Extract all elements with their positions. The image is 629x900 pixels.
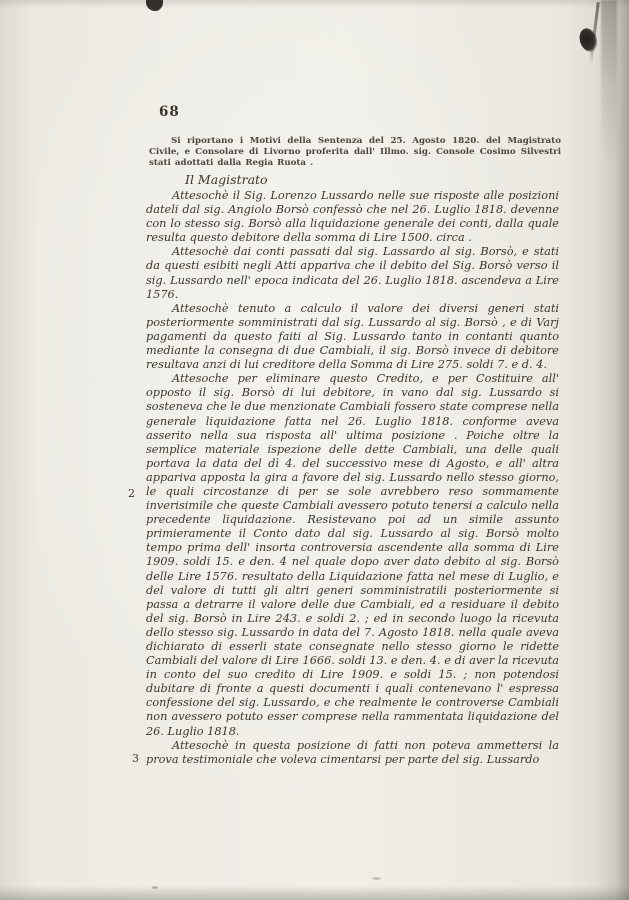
scan-edge-bottom <box>0 886 629 900</box>
margin-mark-3: 3 <box>132 752 139 765</box>
page-number: 68 <box>159 104 180 120</box>
scan-speck-bottom-left <box>152 886 158 889</box>
scan-speck-bottom-center <box>372 877 381 880</box>
ink-blob-right <box>577 26 601 54</box>
body-text <box>146 189 559 767</box>
paragraph: Attesoche per eliminare questo Credito, e per Costituire all' opposto il sig. Borsò di lui debitore, in vano dal sig. Lussardo si sosteneva che le due menzionate Cambiali fossero state comprese nella generale liquidazione fatta nel 26. Luglio 1818. conforme aveva asserito nella sua risposta all' ultima posizione . Poiche oltre la semplice materiale ispezione delle dette Cambiali, una delle quali portava la data del dì 4. del successivo mese di Agosto, e all' altra appariva apposta la gira a favore del sig. Lussardo nello stesso giorno, le quali circostanze di per se sole avrebbero reso sommamente inverisimile che queste Cambiali avessero potuto tenersi a calculo nella precedente liquidazione. Resistevano poi ad un simile assunto primieramente il Conto dato dal sig. Lussardo al sig. Borsò molto tempo prima dell' insorta controversia ascendente alla somma di Lire 1909. soldi 15. e den. 4 nel quale dopo aver dato debito al sig. Borsò delle Lire 1576. resultato della Liquidazione fatta nel mese di Luglio, e del valore di tutti gli altri generi somministratili posteriormente si passa a detrarre il valore delle due Cambiali, ed a residuare il debito del sig. Borsò in Lire 243. e soldi 2. ; ed in secondo luogo la ricevuta dello stesso sig. Lussardo in data del 7. Agosto 1818. nella quale aveva dichiarato di esserli state consegnate nello stesso giorno le ridette Cambiali del valore di Lire 1666. soldi 13. e den. 4. e di aver la ricevuta in conto del suo credito di Lire 1909. e soldi 15. ; non potendosi dubitare di fronte a questi documenti i quali contenevano l' espressa confessione del sig. Lussardo, e che realmente le controverse Cambiali non avessero potuto esser comprese nella rammentata liquidazione del 26. Luglio 1818. <box>146 372 559 738</box>
paragraph: Attesochè tenuto a calculo il valore dei diversi generi stati posteriormente somministrati dal sig. Lussardo al sig. Borsò , e di Varj pagamenti da questo faiti al Sig. Lussardo tanto in contanti quanto mediante la consegna di due Cambiali, il sig. Borsò invece di debitore resultava anzi di lui creditore della Somma di Lire 275. soldi 7. e d. 4. <box>146 301 559 372</box>
paragraph: Attesochè in questa posizione di fatti non poteva ammettersi la prova testimoniale che voleva cimentarsi per parte del sig. Lussardo <box>146 738 559 766</box>
margin-mark-2: 2 <box>128 487 135 500</box>
header-note: Si riportano i Motivi della Sentenza del 25. Agosto 1820. del Magistrato Civile, e Consolare di Livorno proferita dall' Illmo. sig. Console Cosimo Silvestri stati adottati dalla Regia Ruota . <box>149 136 561 168</box>
paragraph: Attesochè il Sig. Lorenzo Lussardo nelle sue risposte alle posizioni dateli dal sig. Angiolo Borsò confessò che nel 26. Luglio 1818. devenne con lo stesso sig. Borsò alla liquidazione generale dei conti, dalla quale resulta questo debitore della somma di Lire 1500. circa . <box>146 189 559 245</box>
paragraph: Attesochè dai conti passati dal sig. Lassardo al sig. Borsò, e stati da questi esibiti negli Atti appariva che il debito del Sig. Borsò verso il sig. Lussardo nell' epoca indicata del 26. Luglio 1818. ascendeva a Lire 1576. <box>146 245 559 301</box>
section-heading: Il Magistrato <box>185 172 268 187</box>
ink-smudge-top-left <box>146 0 163 11</box>
scan-edge-right-top <box>601 0 617 160</box>
